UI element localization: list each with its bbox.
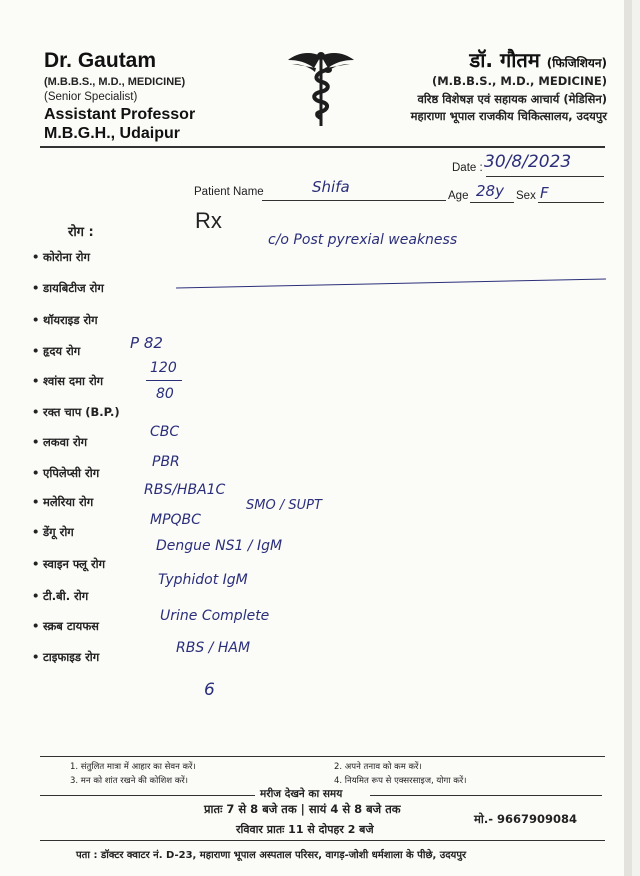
advice-1: 1. संतुलित मात्रा में आहार का सेवन करें। bbox=[70, 762, 196, 772]
bullet-icon: • bbox=[32, 405, 40, 419]
position-en: Assistant Professor bbox=[44, 105, 196, 123]
pulse-text: P 82 bbox=[130, 334, 163, 352]
bp-diastolic: 80 bbox=[156, 386, 174, 402]
disease-label: मलेरिया रोग bbox=[43, 495, 94, 509]
position-hi: वरिष्ठ विशेषज्ञ एवं सहायक आचार्य (मेडिसिन) bbox=[417, 91, 607, 106]
disease-item bbox=[32, 495, 93, 510]
timing-rule-left bbox=[40, 795, 255, 796]
complaint-text: c/o Post pyrexial weakness bbox=[268, 232, 458, 248]
tests-side-note: SMO / SUPT bbox=[246, 498, 322, 513]
bullet-icon: • bbox=[32, 557, 40, 571]
diseases-heading: रोग : bbox=[68, 225, 94, 240]
disease-item bbox=[32, 344, 80, 359]
date-label: Date : bbox=[452, 162, 483, 174]
disease-item bbox=[32, 281, 104, 296]
age-value: 28y bbox=[476, 182, 504, 200]
timing-line1: प्रातः 7 से 8 बजे तक | सायं 4 से 8 बजे तक bbox=[204, 802, 401, 816]
test-item: RBS/HBA1C bbox=[144, 482, 226, 498]
disease-item bbox=[32, 313, 98, 328]
disease-label: लकवा रोग bbox=[43, 435, 88, 449]
end-mark: 6 bbox=[204, 680, 215, 700]
disease-item bbox=[32, 619, 99, 634]
disease-item bbox=[32, 525, 74, 540]
test-item: CBC bbox=[150, 424, 180, 440]
test-item: Dengue NS1 / IgM bbox=[156, 538, 283, 554]
footer-divider bbox=[40, 756, 605, 757]
bullet-icon: • bbox=[32, 466, 40, 480]
paper-edge bbox=[624, 0, 632, 876]
disease-label: टी.बी. रोग bbox=[43, 589, 89, 603]
test-item: Typhidot IgM bbox=[158, 572, 248, 588]
sex-label: Sex bbox=[516, 190, 536, 202]
disease-label: रक्त चाप (B.P.) bbox=[43, 405, 120, 419]
senior-specialist: (Senior Specialist) bbox=[44, 91, 138, 103]
test-item: MPQBC bbox=[150, 512, 201, 528]
bullet-icon: • bbox=[32, 589, 40, 603]
disease-label: हृदय रोग bbox=[43, 344, 81, 358]
disease-item bbox=[32, 589, 88, 604]
disease-label: डेंगू रोग bbox=[43, 525, 74, 539]
test-item: Urine Complete bbox=[160, 608, 270, 624]
bullet-icon: • bbox=[32, 650, 40, 664]
disease-item bbox=[32, 435, 87, 450]
advice-4: 4. नियमित रूप से एक्सरसाइज, योगा करें। bbox=[334, 776, 467, 786]
date-value: 30/8/2023 bbox=[484, 152, 572, 172]
disease-item bbox=[32, 557, 105, 572]
hospital-hi: महाराणा भूपाल राजकीय चिकित्सालय, उदयपुर bbox=[410, 109, 607, 123]
disease-label: थॉयराइड रोग bbox=[43, 313, 98, 327]
bullet-icon: • bbox=[32, 313, 40, 327]
doctor-name-en: Dr. Gautam bbox=[44, 49, 157, 72]
bullet-icon: • bbox=[32, 435, 40, 449]
disease-item bbox=[32, 374, 103, 389]
disease-item bbox=[32, 650, 99, 665]
disease-label: एपिलेप्सी रोग bbox=[43, 466, 100, 480]
advice-2: 2. अपने तनाव को कम करें। bbox=[334, 762, 422, 772]
address: पता : डॉक्टर क्वाटर नं. D-23, महाराणा भूपाल अस्पताल परिसर, वागड़-जोशी धर्मशाला के पीछे, उदयपुर bbox=[76, 850, 467, 861]
patient-name-value: Shifa bbox=[312, 178, 350, 196]
bullet-icon: • bbox=[32, 281, 40, 295]
patient-name-line bbox=[262, 200, 446, 201]
test-item: RBS / HAM bbox=[176, 640, 251, 656]
bullet-icon: • bbox=[32, 344, 40, 358]
age-line bbox=[470, 202, 514, 203]
timing-line2: रविवार प्रातः 11 से दोपहर 2 बजे bbox=[236, 823, 374, 836]
degrees-hi: (M.B.B.S., M.D., MEDICINE) bbox=[431, 74, 607, 88]
header-left bbox=[44, 50, 195, 142]
doctor-name-hi: डॉ. गौतम (फिजिशियन) bbox=[469, 48, 607, 72]
mobile-number: मो.- 9667909084 bbox=[474, 812, 578, 826]
test-item: PBR bbox=[152, 454, 180, 470]
timing-heading: मरीज देखने का समय bbox=[260, 788, 343, 800]
bp-systolic: 120 bbox=[150, 360, 177, 376]
bp-fraction-line bbox=[146, 380, 182, 381]
bullet-icon: • bbox=[32, 374, 40, 388]
bullet-icon: • bbox=[32, 619, 40, 633]
disease-label: टाइफाइड रोग bbox=[43, 650, 100, 664]
disease-label: स्क्रब टायफस bbox=[43, 619, 99, 633]
sex-value: F bbox=[540, 184, 549, 202]
age-label: Age bbox=[448, 190, 469, 202]
bullet-icon: • bbox=[32, 495, 40, 509]
disease-label: स्वाइन फ्लू रोग bbox=[43, 557, 106, 571]
rx-symbol: Rx bbox=[195, 208, 222, 233]
disease-label: कोरोना रोग bbox=[43, 250, 91, 264]
header-divider bbox=[40, 146, 605, 148]
header-right bbox=[411, 50, 607, 123]
disease-item bbox=[32, 466, 99, 481]
sex-line bbox=[538, 202, 604, 203]
complaint-underline bbox=[176, 278, 606, 288]
degrees-en: (M.B.B.S., M.D., MEDICINE) bbox=[44, 76, 186, 88]
caduceus-icon bbox=[286, 48, 356, 128]
disease-item bbox=[32, 250, 90, 265]
patient-name-label: Patient Name bbox=[194, 186, 264, 198]
address-rule bbox=[40, 840, 605, 841]
timing-rule-right bbox=[370, 795, 602, 796]
bullet-icon: • bbox=[32, 525, 40, 539]
advice-3: 3. मन को शांत रखने की कोशिश करें। bbox=[70, 776, 188, 786]
hospital-en: M.B.G.H., Udaipur bbox=[44, 124, 180, 142]
bullet-icon: • bbox=[32, 250, 40, 264]
disease-label: श्वांस दमा रोग bbox=[43, 374, 104, 388]
disease-item bbox=[32, 405, 120, 420]
date-line bbox=[486, 176, 604, 177]
disease-label: डायबिटीज रोग bbox=[43, 281, 104, 295]
